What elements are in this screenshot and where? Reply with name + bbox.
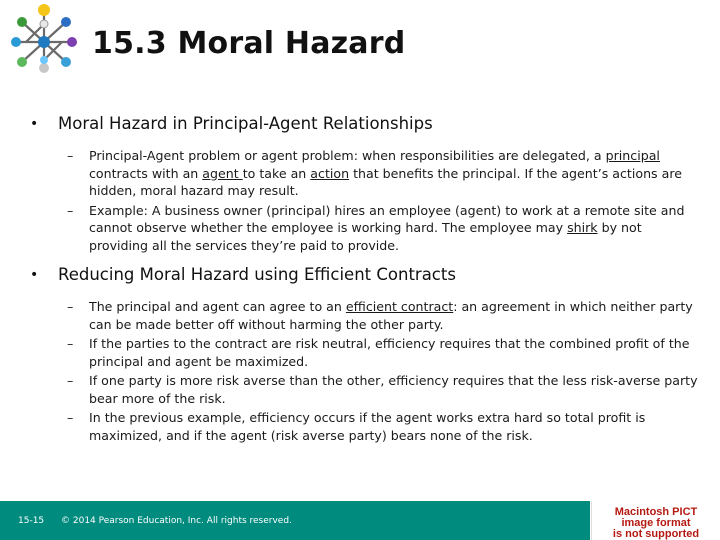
sub-bullet-text: If the parties to the contract are risk neutral, efficiency requires that the combined profit of the principal and agent be maximized. [89,336,690,369]
bullet-dot-icon: • [30,267,39,283]
bullet-text: Moral Hazard in Principal-Agent Relationships [58,114,433,133]
term-efficient-contract: efficient contract [345,299,454,314]
dash-icon: – [67,202,74,218]
sub-bullet-text: Principal-Agent problem or agent problem: when responsibilities are delegated, a principal contracts with an agent to take an action that benefits the principal. If the agent’s actions are hidden, moral hazard may result. [89,148,682,198]
copyright-notice: © 2014 Pearson Education, Inc. All rights reserved. [61,516,292,526]
sub-bullet-item [28,147,698,200]
dash-icon: – [67,299,74,314]
term-shirk: shirk [567,220,598,235]
slide-title: 15.3 Moral Hazard [92,26,406,61]
sub-bullet-text: The principal and agent can agree to an efficient contract: an agreement in which neither party can be made better off without harming the other party. [89,299,693,332]
sub-bullet-item [28,335,698,370]
dash-icon: – [67,336,74,351]
bullet-item [28,114,698,134]
sub-bullet-text: Example: A business owner (principal) hires an employee (agent) to work at a remote site and cannot observe whether the employee is working hard. The employee may shirk by not providing all the services they’re paid to provide. [89,202,685,253]
molecule-network-icon [4,2,84,74]
sub-bullet-item [28,372,698,407]
dash-icon: – [67,410,74,425]
placeholder-line: image format [621,517,691,529]
sub-bullet-text: In the previous example, efficiency occurs if the agent works extra hard so total profit is maximized, and if the agent (risk averse party) bears none of the risk. [89,410,646,443]
sub-bullet-text: If one party is more risk averse than the other, efficiency requires that the less risk-averse party bear more of the risk. [89,373,698,406]
slide-body [28,114,698,444]
footer-bar [0,501,590,540]
sub-bullet-item [28,409,698,444]
term-agent: agent [202,165,243,181]
term-principal: principal [605,148,660,163]
placeholder-line: Macintosh PICT [614,506,698,518]
bullet-item [28,265,698,285]
page-number: 15-15 [18,516,45,526]
sub-bullet-item [28,202,698,255]
dash-icon: – [67,373,74,388]
bullet-text: Reducing Moral Hazard using Efficient Contracts [58,265,456,284]
unsupported-image-placeholder [591,501,720,540]
dash-icon: – [67,148,74,163]
term-action: action [310,165,350,181]
bullet-dot-icon: • [30,116,39,132]
sub-bullet-item [28,298,698,333]
placeholder-line: is not supported [612,528,700,540]
